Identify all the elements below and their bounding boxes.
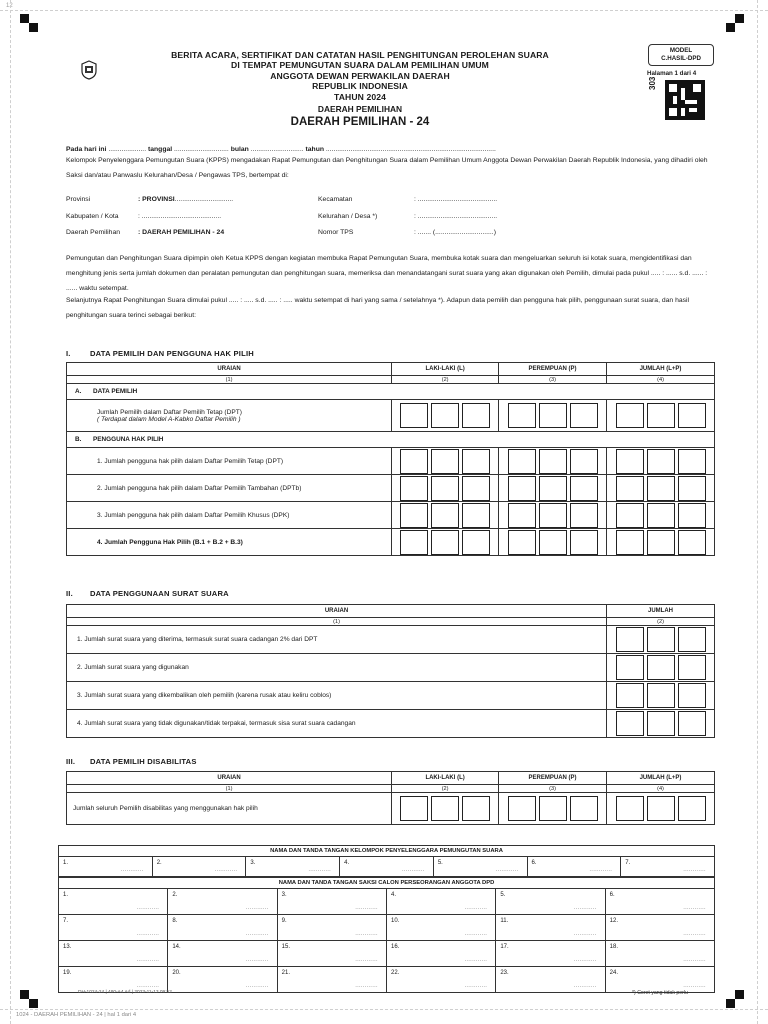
- section-2-title: II. DATA PENGGUNAAN SURAT SUARA: [66, 589, 229, 598]
- b4-jumlah-input[interactable]: [607, 530, 714, 555]
- provinsi-label: Provinsi: [66, 196, 91, 203]
- saksi-signature-slot[interactable]: 9. ............: [277, 915, 386, 941]
- saksi-signature-slot[interactable]: 11. ............: [496, 915, 605, 941]
- col-uraian: URAIAN: [67, 363, 392, 376]
- kecamatan-field[interactable]: : ..........................................: [414, 196, 498, 203]
- b1-l-input[interactable]: [392, 449, 498, 474]
- body-paragraph-1: Pemungutan dan Penghitungan Suara dipimpin oleh Ketua KPPS dengan kegiatan membuka Rapat Pemungutan Suara, membuka kotak suara dan mengeluarkan seluruh isi kotak suara, mengidentifikasi dan menghitung jenis serta jumlah dokumen dan peralatan pemungutan dan penghitungan suara, memeriksa dan menandatangani surat suara yang akan digunakan oleh Pemilih, dimulai pada pukul ..... : ...... s.d. ...... : ...... waktu setempat.: [66, 255, 708, 292]
- daerah-pemilihan-label: DAERAH PEMILIHAN: [317, 104, 403, 114]
- intro-date-line: Pada hari ini .................... tanggal ............................. bulan ............................ tahun ..........................................................................................: [66, 146, 496, 153]
- b2-p-input[interactable]: [499, 476, 606, 501]
- saksi-signature-slot[interactable]: 3. ............: [277, 889, 386, 915]
- saksi-signature-slot[interactable]: 13. ............: [59, 941, 168, 967]
- b4-l-input[interactable]: [392, 530, 498, 555]
- col-number: (4): [607, 785, 715, 793]
- saksi-signature-slot[interactable]: 22. ............: [386, 967, 495, 993]
- b1-p-input[interactable]: [499, 449, 606, 474]
- daerah-field[interactable]: : DAERAH PEMILIHAN - 24: [138, 229, 225, 236]
- col-perempuan: PEREMPUAN (P): [499, 772, 607, 785]
- cut-line-right: [757, 0, 758, 1024]
- kelurahan-label: Kelurahan / Desa *): [318, 213, 378, 220]
- hari-field[interactable]: ....................: [108, 146, 147, 153]
- surat-tidak-digunakan-input[interactable]: [607, 711, 714, 736]
- pengguna-total-row: 4. Jumlah Pengguna Hak Pilih (B.1 + B.2 + B.3): [67, 529, 392, 556]
- col-number: (3): [499, 785, 607, 793]
- registration-mark-bottom-left: [20, 990, 42, 1012]
- saksi-signature-slot[interactable]: 18. ............: [605, 941, 714, 967]
- surat-digunakan-row: 2. Jumlah surat suara yang digunakan: [67, 654, 607, 682]
- b3-jumlah-input[interactable]: [607, 503, 714, 528]
- registration-mark-top-right: [726, 14, 748, 36]
- col-number: (2): [392, 785, 499, 793]
- col-number: (1): [67, 618, 607, 626]
- saksi-signature-slot[interactable]: 1. ............: [59, 889, 168, 915]
- tanggal-field[interactable]: .............................: [174, 146, 229, 153]
- kpps-signature-slot[interactable]: 1. ............: [59, 857, 153, 877]
- intro-paragraph: Kelompok Penyelenggara Pemungutan Suara (KPPS) mengadakan Rapat Pemungutan dan Penghitungan Suara dalam Pemilihan Umum Anggota Dewan Perwakilan Daerah Republik Indonesia, yang dihadiri oleh Saksi dan/atau Panwaslu Kelurahan/Desa / Pengawas TPS, bertempat di:: [66, 157, 708, 179]
- page-number: 12: [6, 3, 13, 9]
- provinsi-value[interactable]: : PROVINSI...............................: [138, 196, 234, 203]
- cut-line-top: [0, 10, 768, 11]
- col-laki-laki: LAKI-LAKI (L): [392, 363, 499, 376]
- kpps-signature-slot[interactable]: 6. ............: [527, 857, 621, 877]
- saksi-signature-slot[interactable]: 5. ............: [496, 889, 605, 915]
- col-jumlah: JUMLAH (L+P): [607, 363, 715, 376]
- saksi-signature-slot[interactable]: 21. ............: [277, 967, 386, 993]
- body-paragraph-2: Selanjutnya Rapat Penghitungan Suara dimulai pukul ..... : ..... s.d. ..... : ..... waktu setempat di hari yang sama / setelahnya *). Adapun data pemilih dan pengguna hak pilih, penggunaan surat suara, dan hasil penghitungan suara terinci sebagai berikut:: [66, 297, 690, 319]
- b3-p-input[interactable]: [499, 503, 606, 528]
- col-number: (3): [499, 376, 607, 384]
- kpps-signature-table: [58, 845, 715, 877]
- col-number: (1): [67, 785, 392, 793]
- page-footer: 1024 - DAERAH PEMILIHAN - 24 | hal 1 dari 4: [16, 1012, 137, 1018]
- daerah-label: Daerah Pemilihan: [66, 229, 121, 236]
- col-number: (2): [607, 618, 715, 626]
- section-1-title: I. DATA PEMILIH DAN PENGGUNA HAK PILIH: [66, 349, 254, 358]
- saksi-signature-slot[interactable]: 16. ............: [386, 941, 495, 967]
- col-number: (2): [392, 376, 499, 384]
- col-number: (1): [67, 376, 392, 384]
- footnote: *) Coret yang tidak perlu: [632, 990, 688, 996]
- kpps-signature-slot[interactable]: 7. ............: [621, 857, 715, 877]
- bulan-field[interactable]: ............................: [250, 146, 304, 153]
- subsection-a-header: A. DATA PEMILIH: [67, 384, 715, 400]
- saksi-signature-slot[interactable]: 14. ............: [168, 941, 277, 967]
- section-2-table: [66, 604, 715, 738]
- disabilitas-p-input[interactable]: [499, 796, 606, 821]
- section-3-table: [66, 771, 715, 825]
- surat-dikembalikan-input[interactable]: [607, 683, 714, 708]
- page-indicator: Halaman 1 dari 4: [647, 70, 697, 77]
- saksi-signature-slot[interactable]: 2. ............: [168, 889, 277, 915]
- dpt-l-input[interactable]: [392, 403, 498, 428]
- kelurahan-field[interactable]: : ..........................................: [414, 213, 498, 220]
- section-3-title: III. DATA PEMILIH DISABILITAS: [66, 757, 197, 766]
- document-title: BERITA ACARA, SERTIFIKAT DAN CATATAN HASIL PENGHITUNGAN PEROLEHAN SUARA DI TEMPAT PEMUNGUTAN SUARA DALAM PEMILIHAN UMUM ANGGOTA DEWAN PERWAKILAN DAERAH REPUBLIK INDONESIA TAHUN 2024: [171, 50, 549, 102]
- surat-digunakan-input[interactable]: [607, 655, 714, 680]
- surat-diterima-row: 1. Jumlah surat suara yang diterima, termasuk surat suara cadangan 2% dari DPT: [67, 626, 607, 654]
- tps-label: Nomor TPS: [318, 229, 354, 236]
- col-perempuan: PEREMPUAN (P): [499, 363, 607, 376]
- registration-mark-bottom-right: [726, 990, 748, 1012]
- side-code: 303: [648, 76, 657, 90]
- model-badge: MODEL C.HASIL-DPD: [648, 44, 714, 66]
- disabilitas-row: Jumlah seluruh Pemilih disabilitas yang menggunakan hak pilih: [67, 793, 392, 825]
- saksi-signature-title: NAMA DAN TANDA TANGAN SAKSI CALON PERSEORANGAN ANGGOTA DPD: [59, 878, 715, 889]
- saksi-signature-slot[interactable]: 15. ............: [277, 941, 386, 967]
- kpps-signature-slot[interactable]: 5. ............: [433, 857, 527, 877]
- kpu-logo-icon: [80, 60, 98, 80]
- saksi-signature-slot[interactable]: 4. ............: [386, 889, 495, 915]
- col-uraian: URAIAN: [67, 772, 392, 785]
- b3-l-input[interactable]: [392, 503, 498, 528]
- kpps-signature-title: NAMA DAN TANDA TANGAN KELOMPOK PENYELENGGARA PEMUNGUTAN SUARA: [59, 846, 715, 857]
- surat-diterima-input[interactable]: [607, 627, 714, 652]
- print-info: DH-1024-24 | 480-A4 Ad | 2023-11-13 09:52: [78, 990, 172, 995]
- daerah-pemilihan-value: DAERAH PEMILIHAN - 24: [290, 116, 430, 128]
- tahun-field[interactable]: ..........................................................................................: [325, 146, 496, 153]
- kpps-signature-slot[interactable]: 3. ............: [246, 857, 340, 877]
- surat-tidak-digunakan-row: 4. Jumlah surat suara yang tidak digunakan/tidak terpakai, termasuk sisa surat suara cadangan: [67, 710, 607, 738]
- kecamatan-label: Kecamatan: [318, 196, 353, 203]
- dpt-p-input[interactable]: [499, 403, 606, 428]
- kabupaten-field[interactable]: : ..........................................: [138, 213, 222, 220]
- qr-code-icon: [665, 80, 705, 120]
- saksi-signature-slot[interactable]: 17. ............: [496, 941, 605, 967]
- saksi-signature-slot[interactable]: 10. ............: [386, 915, 495, 941]
- pengguna-dpt-row: 1. Jumlah pengguna hak pilih dalam Daftar Pemilih Tetap (DPT): [67, 448, 392, 475]
- b1-jumlah-input[interactable]: [607, 449, 714, 474]
- col-uraian: URAIAN: [67, 605, 607, 618]
- col-jumlah: JUMLAH (L+P): [607, 772, 715, 785]
- saksi-signature-slot[interactable]: 24. ............: [605, 967, 714, 993]
- saksi-signature-slot[interactable]: 19. ............: [59, 967, 168, 993]
- kabupaten-label: Kabupaten / Kota: [66, 213, 119, 220]
- saksi-signature-slot[interactable]: 12. ............: [605, 915, 714, 941]
- dpt-jumlah-input[interactable]: [607, 403, 714, 428]
- tps-field[interactable]: : ....... (...............................): [414, 229, 496, 236]
- pengguna-dptb-row: 2. Jumlah pengguna hak pilih dalam Daftar Pemilih Tambahan (DPTb): [67, 475, 392, 502]
- col-number: (4): [607, 376, 715, 384]
- disabilitas-l-input[interactable]: [392, 796, 498, 821]
- saksi-signature-slot[interactable]: 20. ............: [168, 967, 277, 993]
- subsection-b-header: B. PENGGUNA HAK PILIH: [67, 432, 715, 448]
- surat-dikembalikan-row: 3. Jumlah surat suara yang dikembalikan oleh pemilih (karena rusak atau keliru coblos): [67, 682, 607, 710]
- cut-line-left: [10, 0, 11, 1024]
- section-1-table: [66, 362, 715, 556]
- pengguna-dpk-row: 3. Jumlah pengguna hak pilih dalam Daftar Pemilih Khusus (DPK): [67, 502, 392, 529]
- col-jumlah: JUMLAH: [607, 605, 715, 618]
- b2-l-input[interactable]: [392, 476, 498, 501]
- kpps-signature-slot[interactable]: 2. ............: [152, 857, 246, 877]
- b2-jumlah-input[interactable]: [607, 476, 714, 501]
- saksi-signature-slot[interactable]: 8. ............: [168, 915, 277, 941]
- disabilitas-jumlah-input[interactable]: [607, 796, 714, 821]
- dpt-row: Jumlah Pemilih dalam Daftar Pemilih Tetap (DPT) ( Terdapat dalam Model A-Kabko Daftar Pemilih ): [67, 400, 392, 432]
- registration-mark-top-left: [20, 14, 42, 36]
- saksi-signature-slot[interactable]: 23. ............: [496, 967, 605, 993]
- saksi-signature-table: [58, 877, 715, 993]
- cut-line-bottom: [0, 1009, 768, 1010]
- kpps-signature-slot[interactable]: 4. ............: [340, 857, 434, 877]
- b4-p-input[interactable]: [499, 530, 606, 555]
- col-laki-laki: LAKI-LAKI (L): [392, 772, 499, 785]
- saksi-signature-slot[interactable]: 6. ............: [605, 889, 714, 915]
- saksi-signature-slot[interactable]: 7. ............: [59, 915, 168, 941]
